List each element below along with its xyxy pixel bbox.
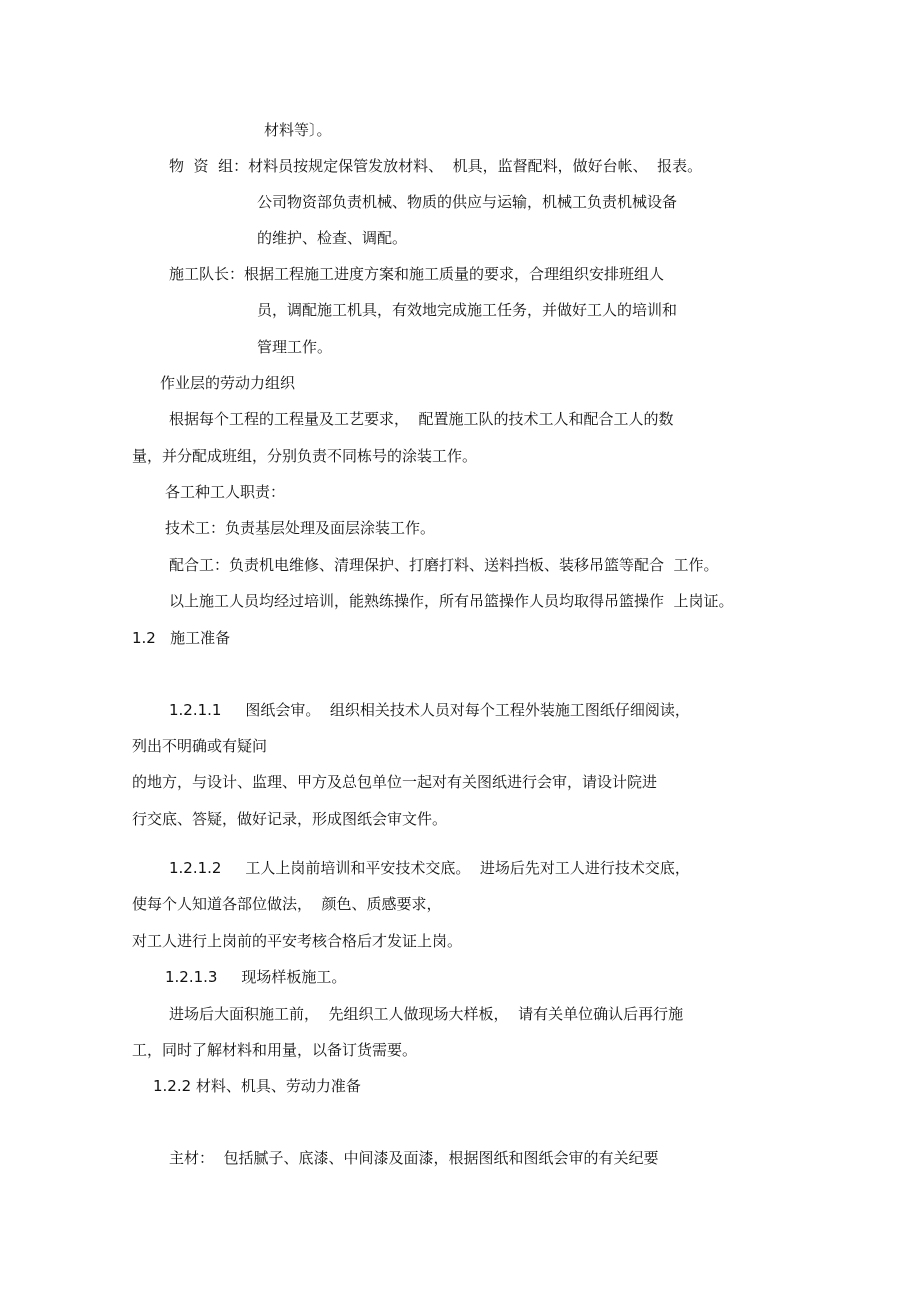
text-line: 员，调配施工机具，有效地完成施工任务，并做好工人的培训和 bbox=[257, 301, 678, 319]
text-line: 材料等〕。 bbox=[264, 121, 332, 139]
text-line: 的地方，与设计、监理、甲方及总包单位一起对有关图纸进行会审，请设计院进 bbox=[132, 773, 658, 791]
text-line: 主材： 包括腻子、底漆、中间漆及面漆，根据图纸和图纸会审的有关纪要 bbox=[169, 1149, 659, 1167]
text-line: 各工种工人职责： bbox=[165, 483, 286, 501]
text-line: 施工队长：根据工程施工进度方案和施工质量的要求，合理组织安排班组人 bbox=[169, 265, 665, 283]
text-line: 物 资 组：材料员按规定保管发放材料、 机具，监督配料，做好台帐、 报表。 bbox=[169, 157, 703, 175]
text-line: 公司物资部负责机械、物质的供应与运输，机械工负责机械设备 bbox=[257, 193, 678, 211]
text-line: 以上施工人员均经过培训，能熟练操作，所有吊篮操作人员均取得吊篮操作 上岗证。 bbox=[169, 592, 734, 610]
text-line: 管理工作。 bbox=[257, 338, 333, 356]
section-heading: 1.2.2 材料、机具、劳动力准备 bbox=[153, 1077, 361, 1095]
section-heading: 作业层的劳动力组织 bbox=[160, 374, 296, 392]
text-line: 1.2.1.1 图纸会审。 组织相关技术人员对每个工程外装施工图纸仔细阅读， bbox=[169, 701, 690, 719]
text-line: 进场后大面积施工前， 先组织工人做现场大样板， 请有关单位确认后再行施 bbox=[169, 1005, 684, 1023]
text-line: 量，并分配成班组，分别负责不同栋号的涂装工作。 bbox=[132, 447, 478, 465]
text-line: 对工人进行上岗前的平安考核合格后才发证上岗。 bbox=[132, 932, 463, 950]
text-line: 使每个人知道各部位做法， 颜色、质感要求， bbox=[132, 895, 442, 913]
section-heading: 1.2 施工准备 bbox=[132, 629, 231, 647]
text-line: 行交底、答疑，做好记录，形成图纸会审文件。 bbox=[132, 810, 448, 828]
text-line: 配合工：负责机电维修、清理保护、打磨打料、送料挡板、装移吊篮等配合 工作。 bbox=[169, 556, 719, 574]
text-line: 1.2.1.3 现场样板施工。 bbox=[165, 968, 347, 986]
text-line: 1.2.1.2 工人上岗前培训和平安技术交底。 进场后先对工人进行技术交底， bbox=[169, 859, 690, 877]
text-line: 列出不明确或有疑问 bbox=[132, 737, 268, 755]
text-line: 根据每个工程的工程量及工艺要求， 配置施工队的技术工人和配合工人的数 bbox=[169, 410, 674, 428]
text-line: 的维护、检查、调配。 bbox=[257, 229, 408, 247]
text-line: 技术工：负责基层处理及面层涂装工作。 bbox=[165, 519, 436, 537]
text-line: 工，同时了解材料和用量，以备订货需要。 bbox=[132, 1041, 418, 1059]
